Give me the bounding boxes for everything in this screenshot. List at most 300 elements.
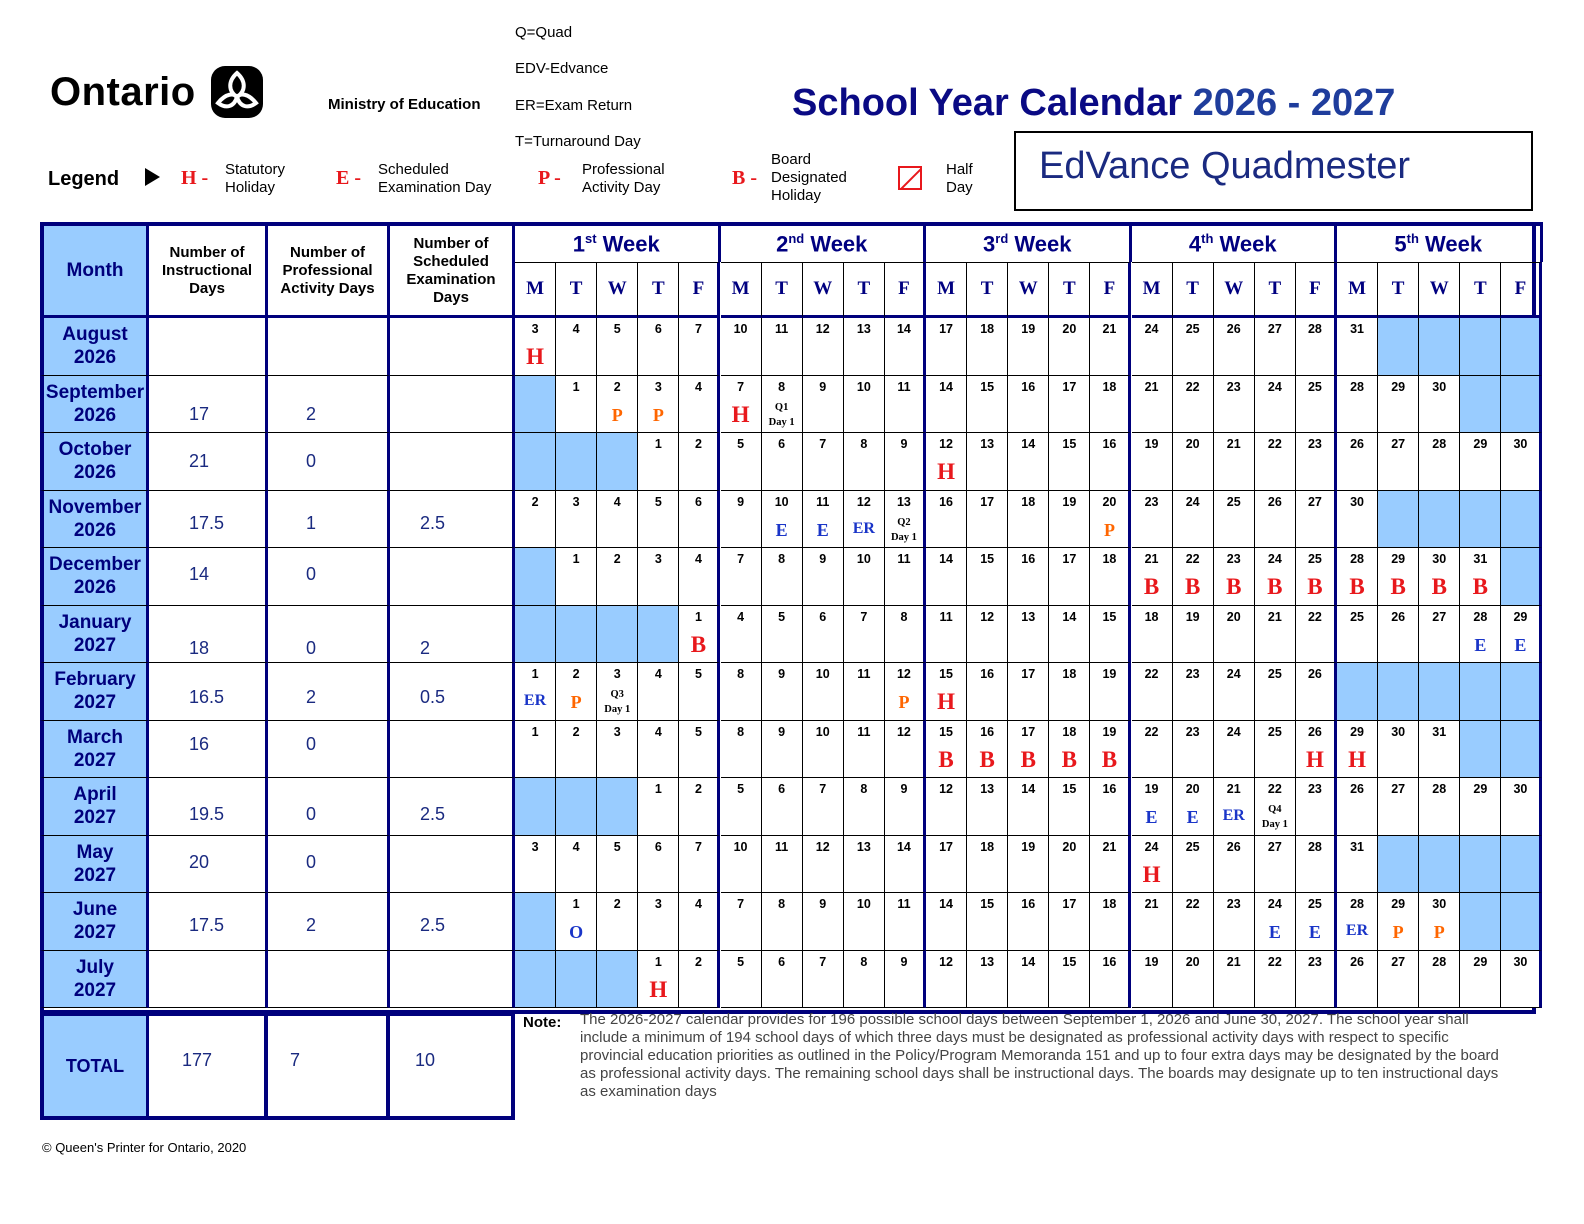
day-cell[interactable]: [679, 376, 720, 434]
day-cell[interactable]: [638, 663, 679, 721]
day-cell[interactable]: [1378, 606, 1419, 664]
day-cell[interactable]: [1214, 491, 1255, 549]
day-number: 16: [1021, 552, 1036, 566]
day-cell[interactable]: [1296, 663, 1337, 721]
day-cell[interactable]: [1173, 318, 1214, 376]
day-cell[interactable]: [679, 491, 720, 549]
day-cell[interactable]: [1132, 606, 1173, 664]
day-number: 8: [778, 552, 786, 566]
day-cell[interactable]: [1296, 548, 1337, 606]
day-cell[interactable]: [803, 318, 844, 376]
day-cell[interactable]: [1049, 376, 1090, 434]
day-cell[interactable]: [1419, 548, 1460, 606]
day-cell[interactable]: [515, 663, 556, 721]
day-cell[interactable]: [1255, 606, 1296, 664]
day-cell[interactable]: [762, 548, 803, 606]
day-cell[interactable]: [1214, 951, 1255, 1009]
day-cell[interactable]: [721, 663, 762, 721]
day-number: 23: [1144, 494, 1159, 509]
day-cell[interactable]: [515, 318, 556, 376]
day-cell[interactable]: [1460, 548, 1501, 606]
day-cell[interactable]: [1378, 721, 1419, 779]
day-cell[interactable]: [597, 491, 638, 549]
day-cell[interactable]: [679, 951, 720, 1009]
empty-day-cell: [556, 606, 597, 664]
day-cell[interactable]: [803, 893, 844, 951]
day-cell[interactable]: [1501, 433, 1542, 491]
day-cell[interactable]: [762, 318, 803, 376]
day-letter: T: [1186, 278, 1199, 299]
day-number: 29: [1350, 724, 1364, 739]
day-cell[interactable]: [885, 318, 926, 376]
day-cell[interactable]: [1419, 376, 1460, 434]
day-cell[interactable]: [638, 951, 679, 1009]
instructional-days-cell: [149, 606, 268, 664]
day-cell[interactable]: [1090, 376, 1131, 434]
day-cell[interactable]: [1214, 663, 1255, 721]
day-code-e: E: [1268, 922, 1281, 942]
day-cell[interactable]: [1049, 721, 1090, 779]
day-number: 28: [1307, 839, 1322, 854]
day-cell[interactable]: [1255, 778, 1296, 836]
day-cell[interactable]: [1337, 548, 1378, 606]
day-cell[interactable]: [638, 778, 679, 836]
day-number: 29: [1513, 609, 1528, 624]
day-cell[interactable]: [1090, 318, 1131, 376]
day-cell[interactable]: [844, 721, 885, 779]
day-code-h: H: [649, 976, 668, 1002]
day-cell[interactable]: [1132, 836, 1173, 894]
day-cell[interactable]: [1296, 491, 1337, 549]
day-cell[interactable]: [1090, 548, 1131, 606]
day-cell[interactable]: [1173, 778, 1214, 836]
day-cell[interactable]: [1049, 606, 1090, 664]
day-cell[interactable]: [1173, 951, 1214, 1009]
day-cell[interactable]: [721, 951, 762, 1009]
day-cell[interactable]: [721, 548, 762, 606]
day-cell[interactable]: [1337, 376, 1378, 434]
day-cell[interactable]: [638, 836, 679, 894]
day-cell[interactable]: [967, 951, 1008, 1009]
month-cell: [40, 318, 149, 376]
day-cell[interactable]: [885, 606, 926, 664]
day-cell[interactable]: [885, 491, 926, 549]
day-cell[interactable]: [1090, 836, 1131, 894]
day-number: 4: [694, 552, 702, 566]
day-cell[interactable]: [1419, 433, 1460, 491]
day-cell[interactable]: [1132, 491, 1173, 549]
day-cell[interactable]: [638, 721, 679, 779]
day-cell[interactable]: [1132, 318, 1173, 376]
day-cell[interactable]: [721, 836, 762, 894]
day-cell[interactable]: [1049, 663, 1090, 721]
day-cell[interactable]: [1173, 433, 1214, 491]
day-cell[interactable]: [844, 663, 885, 721]
day-cell[interactable]: [1296, 318, 1337, 376]
day-cell[interactable]: [1049, 491, 1090, 549]
day-cell[interactable]: [967, 318, 1008, 376]
day-cell[interactable]: [1173, 721, 1214, 779]
day-cell[interactable]: [1132, 951, 1173, 1009]
day-number: 9: [900, 782, 908, 796]
day-cell[interactable]: [844, 491, 885, 549]
day-cell[interactable]: [1132, 548, 1173, 606]
day-cell[interactable]: [844, 376, 885, 434]
day-cell[interactable]: [1337, 606, 1378, 664]
day-cell[interactable]: [1378, 951, 1419, 1009]
day-cell[interactable]: [762, 951, 803, 1009]
day-cell[interactable]: [885, 893, 926, 951]
day-cell[interactable]: [762, 491, 803, 549]
quad-label: Q2: [897, 516, 911, 528]
day-cell[interactable]: [967, 663, 1008, 721]
day-number: 7: [819, 437, 827, 451]
day-cell[interactable]: [721, 721, 762, 779]
day-cell[interactable]: [1378, 548, 1419, 606]
day-cell[interactable]: [638, 893, 679, 951]
day-number: 2: [694, 782, 702, 796]
day-cell[interactable]: [1214, 721, 1255, 779]
day-cell[interactable]: [1008, 778, 1049, 836]
day-number: 12: [980, 609, 995, 624]
day-cell[interactable]: [1214, 893, 1255, 951]
day-cell[interactable]: [638, 376, 679, 434]
day-cell[interactable]: [967, 606, 1008, 664]
day-cell[interactable]: [721, 893, 762, 951]
day-cell[interactable]: [556, 721, 597, 779]
day-cell[interactable]: [679, 433, 720, 491]
day-cell[interactable]: [762, 376, 803, 434]
day-cell[interactable]: [1008, 548, 1049, 606]
day-cell[interactable]: [762, 663, 803, 721]
day-cell[interactable]: [556, 893, 597, 951]
day-cell[interactable]: [1008, 491, 1049, 549]
day-cell[interactable]: [762, 893, 803, 951]
day-cell[interactable]: [1296, 893, 1337, 951]
day-cell[interactable]: [1460, 951, 1501, 1009]
day-cell[interactable]: [556, 548, 597, 606]
day-cell[interactable]: [762, 836, 803, 894]
day-cell[interactable]: [1501, 778, 1542, 836]
day-cell[interactable]: [1008, 836, 1049, 894]
day-cell[interactable]: [967, 548, 1008, 606]
day-cell[interactable]: [515, 491, 556, 549]
day-cell[interactable]: [1255, 433, 1296, 491]
day-cell[interactable]: [1501, 606, 1542, 664]
day-cell[interactable]: [762, 433, 803, 491]
day-cell[interactable]: [885, 778, 926, 836]
day-cell[interactable]: [926, 548, 967, 606]
day-cell[interactable]: [1008, 721, 1049, 779]
day-cell[interactable]: [1378, 893, 1419, 951]
day-cell[interactable]: [1008, 951, 1049, 1009]
day-cell[interactable]: [844, 778, 885, 836]
day-cell[interactable]: [1090, 721, 1131, 779]
day-cell[interactable]: [1255, 491, 1296, 549]
day-cell[interactable]: [556, 376, 597, 434]
day-cell[interactable]: [926, 491, 967, 549]
day-cell[interactable]: [556, 836, 597, 894]
day-cell[interactable]: [1090, 893, 1131, 951]
col-header-pa-text: Number of Professional Activity Days: [280, 243, 375, 297]
day-cell[interactable]: [679, 778, 720, 836]
empty-day-cell: [1501, 376, 1542, 434]
day-cell[interactable]: [1214, 318, 1255, 376]
day-cell[interactable]: [515, 836, 556, 894]
day-cell[interactable]: [1296, 836, 1337, 894]
day-cell[interactable]: [803, 721, 844, 779]
day-cell[interactable]: [1296, 606, 1337, 664]
day-cell[interactable]: [885, 433, 926, 491]
day-cell[interactable]: [1419, 951, 1460, 1009]
day-cell[interactable]: [1132, 778, 1173, 836]
day-cell[interactable]: [679, 721, 720, 779]
day-cell[interactable]: [803, 663, 844, 721]
day-cell[interactable]: [515, 721, 556, 779]
day-cell[interactable]: [721, 606, 762, 664]
day-number: 28: [1432, 437, 1447, 451]
day-cell[interactable]: [926, 663, 967, 721]
day-cell[interactable]: [1049, 893, 1090, 951]
day-cell[interactable]: [926, 721, 967, 779]
day-cell[interactable]: [1090, 491, 1131, 549]
day-cell[interactable]: [1255, 318, 1296, 376]
day-cell[interactable]: [1460, 433, 1501, 491]
day-cell[interactable]: [762, 778, 803, 836]
day-cell[interactable]: [844, 893, 885, 951]
day-cell[interactable]: [803, 433, 844, 491]
day-cell[interactable]: [1008, 606, 1049, 664]
day-cell[interactable]: [926, 606, 967, 664]
day-code-er: ER: [1345, 922, 1369, 939]
day-cell[interactable]: [1419, 606, 1460, 664]
day-cell[interactable]: [844, 606, 885, 664]
day-cell[interactable]: [1008, 376, 1049, 434]
day-cell[interactable]: [597, 721, 638, 779]
day-cell[interactable]: [762, 721, 803, 779]
day-letter: F: [898, 278, 910, 299]
day-cell[interactable]: [1049, 778, 1090, 836]
day-cell[interactable]: [638, 433, 679, 491]
day-cell[interactable]: [1255, 376, 1296, 434]
day-cell[interactable]: [1255, 836, 1296, 894]
day-number: 8: [860, 782, 868, 796]
day-cell[interactable]: [1501, 951, 1542, 1009]
day-letter: F: [1514, 278, 1527, 299]
day-cell[interactable]: [1008, 893, 1049, 951]
day-cell[interactable]: [1090, 663, 1131, 721]
day-cell[interactable]: [597, 318, 638, 376]
day-cell[interactable]: [926, 433, 967, 491]
day-cell[interactable]: [679, 318, 720, 376]
day-cell[interactable]: [1090, 606, 1131, 664]
day-cell[interactable]: [1255, 951, 1296, 1009]
day-cell[interactable]: [597, 663, 638, 721]
day-cell[interactable]: [967, 836, 1008, 894]
day-cell[interactable]: [1173, 893, 1214, 951]
day-number: 6: [694, 494, 702, 509]
day-cell[interactable]: [885, 376, 926, 434]
day-cell[interactable]: [721, 491, 762, 549]
day-cell[interactable]: [1460, 778, 1501, 836]
day-cell[interactable]: [885, 663, 926, 721]
month-name: March: [67, 726, 123, 748]
day-cell[interactable]: [1214, 778, 1255, 836]
day-number: 26: [1350, 782, 1364, 796]
day-cell[interactable]: [1460, 606, 1501, 664]
empty-day-cell: [1501, 318, 1542, 376]
instructional-days-cell: [149, 318, 268, 376]
day-cell[interactable]: [926, 836, 967, 894]
ministry-name: Ministry of Education: [328, 96, 481, 113]
day-cell[interactable]: [1008, 433, 1049, 491]
day-cell[interactable]: [1132, 663, 1173, 721]
day-cell[interactable]: [638, 318, 679, 376]
day-cell[interactable]: [679, 663, 720, 721]
day-cell[interactable]: [1132, 433, 1173, 491]
day-cell[interactable]: [1296, 376, 1337, 434]
day-cell[interactable]: [597, 836, 638, 894]
day-cell[interactable]: [803, 376, 844, 434]
empty-day-cell: [1378, 663, 1419, 721]
day-cell[interactable]: [1090, 778, 1131, 836]
day-cell[interactable]: [679, 548, 720, 606]
day-cell[interactable]: [1049, 433, 1090, 491]
day-cell[interactable]: [1049, 951, 1090, 1009]
day-cell[interactable]: [1173, 376, 1214, 434]
day-cell[interactable]: [1255, 893, 1296, 951]
day-cell[interactable]: [721, 376, 762, 434]
day-cell[interactable]: [967, 433, 1008, 491]
day-cell[interactable]: [679, 606, 720, 664]
day-cell[interactable]: [926, 778, 967, 836]
day-cell[interactable]: [885, 836, 926, 894]
day-cell[interactable]: [1337, 721, 1378, 779]
day-cell[interactable]: [1255, 663, 1296, 721]
day-cell[interactable]: [1090, 433, 1131, 491]
day-cell[interactable]: [1296, 721, 1337, 779]
day-number: 4: [572, 839, 580, 854]
day-code-o: O: [569, 922, 584, 942]
day-cell[interactable]: [967, 376, 1008, 434]
day-cell[interactable]: [1378, 376, 1419, 434]
day-cell[interactable]: [679, 836, 720, 894]
instructional-days-cell: [149, 893, 268, 951]
day-cell[interactable]: [1173, 548, 1214, 606]
day-cell[interactable]: [926, 376, 967, 434]
day-number: 1: [572, 552, 580, 566]
day-cell[interactable]: [597, 548, 638, 606]
day-cell[interactable]: [1378, 433, 1419, 491]
day-cell[interactable]: [885, 721, 926, 779]
day-cell[interactable]: [885, 548, 926, 606]
day-cell[interactable]: [597, 376, 638, 434]
day-cell[interactable]: [803, 778, 844, 836]
day-cell[interactable]: [1337, 433, 1378, 491]
day-cell[interactable]: [1337, 491, 1378, 549]
day-number: 10: [856, 897, 871, 911]
day-cell[interactable]: [1049, 548, 1090, 606]
day-cell[interactable]: [721, 778, 762, 836]
day-cell[interactable]: [1132, 376, 1173, 434]
day-cell[interactable]: [1173, 663, 1214, 721]
day-cell[interactable]: [1008, 318, 1049, 376]
day-cell[interactable]: [885, 951, 926, 1009]
day-cell[interactable]: [803, 491, 844, 549]
day-cell[interactable]: [926, 951, 967, 1009]
day-cell[interactable]: [1132, 721, 1173, 779]
month-cell: [40, 836, 149, 894]
day-cell[interactable]: [1214, 836, 1255, 894]
day-cell[interactable]: [844, 318, 885, 376]
day-cell[interactable]: [803, 606, 844, 664]
day-cell[interactable]: [1337, 951, 1378, 1009]
day-cell[interactable]: [1337, 893, 1378, 951]
day-cell[interactable]: [926, 893, 967, 951]
day-cell[interactable]: [1173, 836, 1214, 894]
day-cell[interactable]: [1008, 663, 1049, 721]
day-cell[interactable]: [1337, 836, 1378, 894]
day-cell[interactable]: [1049, 836, 1090, 894]
day-cell[interactable]: [967, 778, 1008, 836]
day-cell[interactable]: [721, 433, 762, 491]
day-cell[interactable]: [967, 893, 1008, 951]
day-cell[interactable]: [1214, 548, 1255, 606]
day-cell[interactable]: [1214, 376, 1255, 434]
day-cell[interactable]: [1296, 951, 1337, 1009]
day-cell[interactable]: [967, 721, 1008, 779]
day-cell[interactable]: [1296, 778, 1337, 836]
day-cell[interactable]: [1419, 721, 1460, 779]
day-cell[interactable]: [1419, 778, 1460, 836]
day-cell[interactable]: [556, 491, 597, 549]
month-year: 2027: [73, 922, 117, 944]
day-cell[interactable]: [1255, 548, 1296, 606]
day-cell[interactable]: [803, 951, 844, 1009]
day-cell[interactable]: [556, 663, 597, 721]
day-cell[interactable]: [1049, 318, 1090, 376]
day-cell[interactable]: [803, 548, 844, 606]
day-cell[interactable]: [1337, 778, 1378, 836]
day-cell[interactable]: [597, 893, 638, 951]
day-cell[interactable]: [679, 893, 720, 951]
day-cell[interactable]: [721, 318, 762, 376]
day-cell[interactable]: [1090, 951, 1131, 1009]
day-cell[interactable]: [1337, 318, 1378, 376]
day-cell[interactable]: [638, 548, 679, 606]
day-cell[interactable]: [967, 491, 1008, 549]
day-cell[interactable]: [844, 951, 885, 1009]
day-cell[interactable]: [1255, 721, 1296, 779]
day-cell[interactable]: [1173, 491, 1214, 549]
empty-day-cell: [1419, 491, 1460, 549]
day-cell[interactable]: [1214, 606, 1255, 664]
day-cell[interactable]: [844, 836, 885, 894]
day-cell[interactable]: [1296, 433, 1337, 491]
day-cell[interactable]: [556, 318, 597, 376]
day-cell[interactable]: [1132, 893, 1173, 951]
day-cell[interactable]: [1378, 778, 1419, 836]
day-cell[interactable]: [1419, 893, 1460, 951]
day-cell[interactable]: [1173, 606, 1214, 664]
day-cell[interactable]: [803, 836, 844, 894]
day-cell[interactable]: [1214, 433, 1255, 491]
day-cell[interactable]: [762, 606, 803, 664]
day-cell[interactable]: [926, 318, 967, 376]
day-cell[interactable]: [638, 491, 679, 549]
day-cell[interactable]: [844, 433, 885, 491]
day-cell[interactable]: [844, 548, 885, 606]
